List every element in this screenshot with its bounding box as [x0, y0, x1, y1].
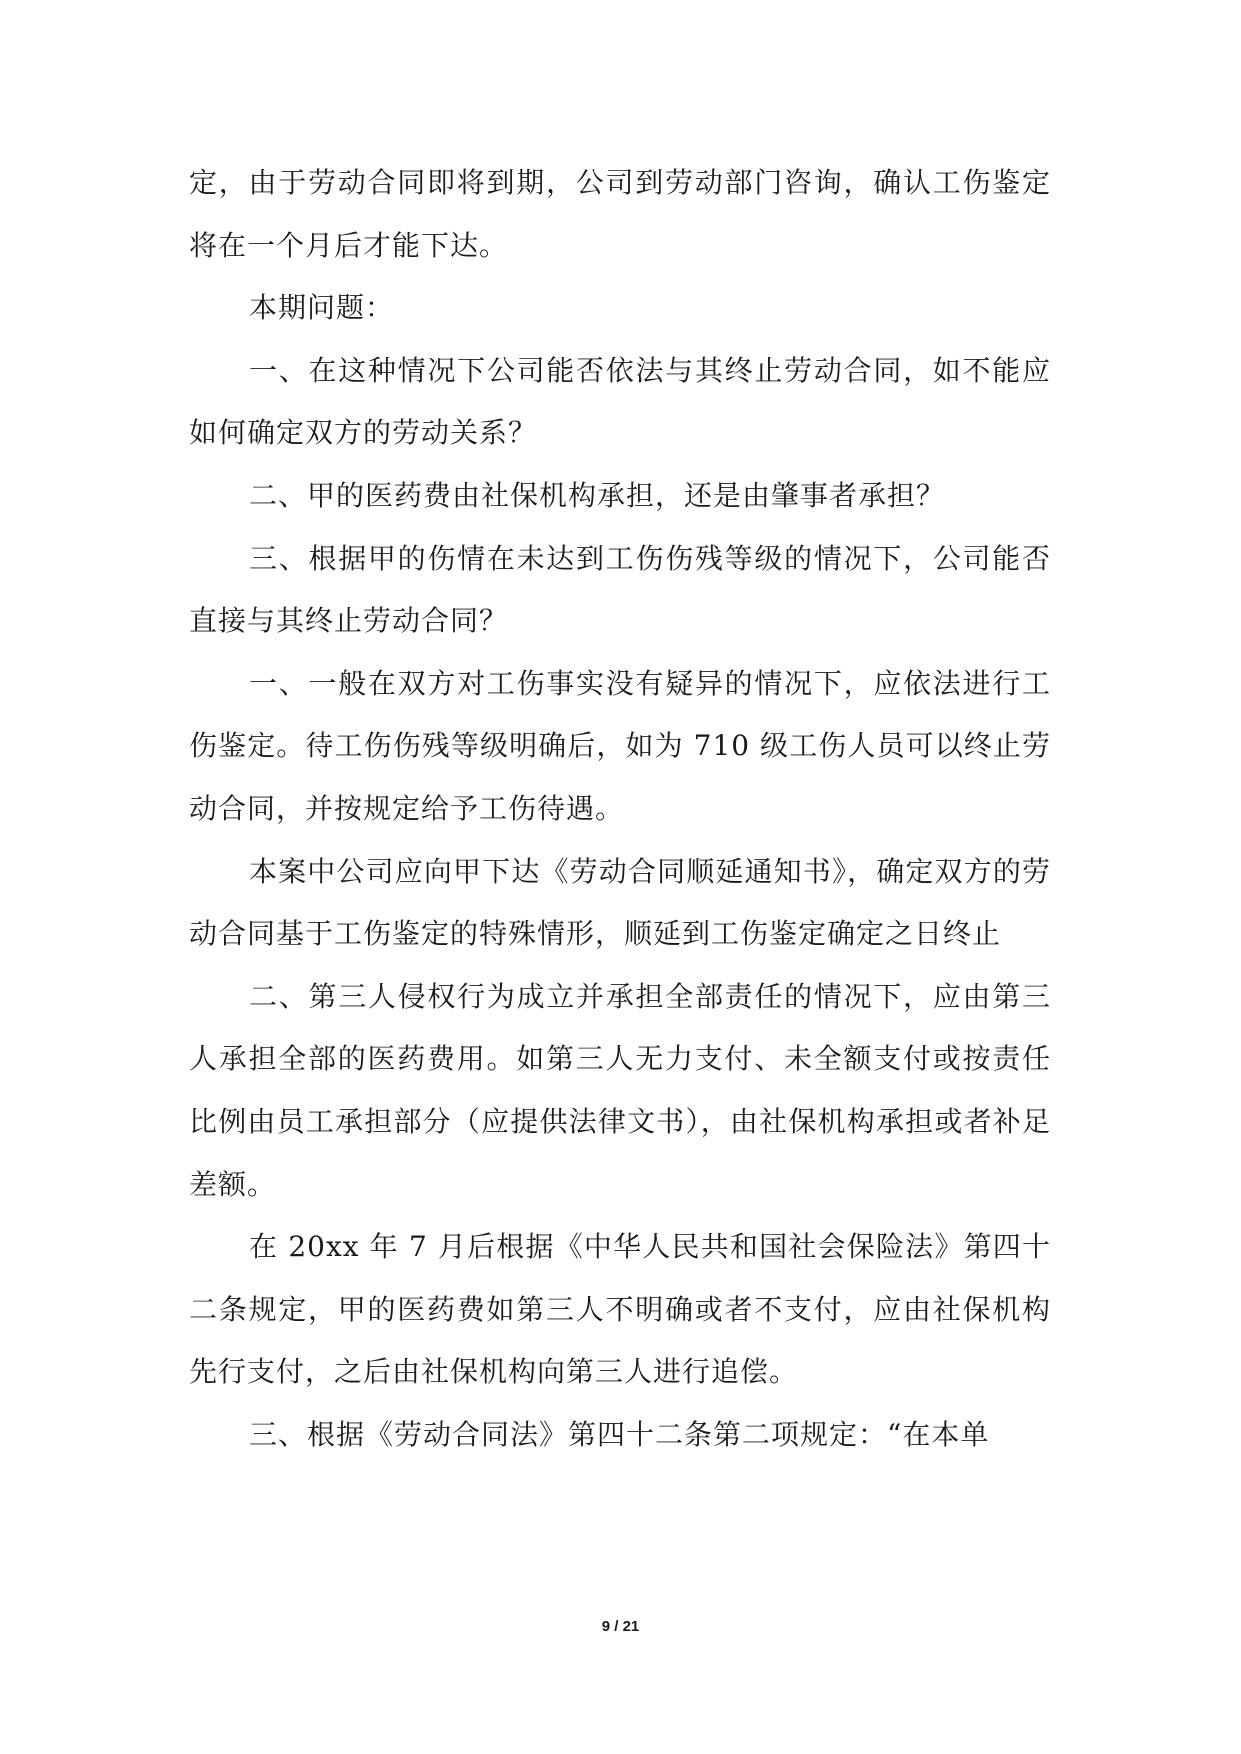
paragraph-answer-3: 三、根据《劳动合同法》第四十二条第二项规定：“在本单 [249, 1417, 990, 1451]
paragraph-issues-heading: 本期问题： [249, 291, 395, 325]
paragraph-question-3: 三、根据甲的伤情在未达到工伤伤残等级的情况下，公司能否直接与其终止劳动合同？ [189, 541, 1051, 638]
paragraph-answer-2: 二、第三人侵权行为成立并承担全部责任的情况下，应由第三人承担全部的医药费用。如第三人无力支付、未全额支付或按责任比例由员工承担部分（应提供法律文书），由社保机构承担或者补足差额。 [189, 979, 1051, 1201]
paragraph-question-1: 一、在这种情况下公司能否依法与其终止劳动合同，如不能应如何确定双方的劳动关系？ [189, 353, 1051, 450]
page-number: 9 / 21 [601, 1618, 640, 1635]
paragraph-question-2: 二、甲的医药费由社保机构承担，还是由肇事者承担？ [249, 478, 946, 512]
paragraph-answer-1-case: 本案中公司应向甲下达《劳动合同顺延通知书》，确定双方的劳动合同基于工伤鉴定的特殊情形，顺延到工伤鉴定确定之日终止 [189, 854, 1051, 951]
paragraph-continuation: 定，由于劳动合同即将到期，公司到劳动部门咨询，确认工伤鉴定将在一个月后才能下达。 [189, 166, 1051, 262]
paragraph-answer-1: 一、一般在双方对工伤事实没有疑异的情况下，应依法进行工伤鉴定。待工伤伤残等级明确后，如为 710 级工伤人员可以终止劳动合同，并按规定给予工伤待遇。 [189, 666, 1051, 825]
paragraph-answer-2-law: 在 20xx 年 7 月后根据《中华人民共和国社会保险法》第四十二条规定，甲的医药费如第三人不明确或者不支付，应由社保机构先行支付，之后由社保机构向第三人进行追偿。 [189, 1230, 1051, 1389]
document-body [189, 152, 1051, 1466]
